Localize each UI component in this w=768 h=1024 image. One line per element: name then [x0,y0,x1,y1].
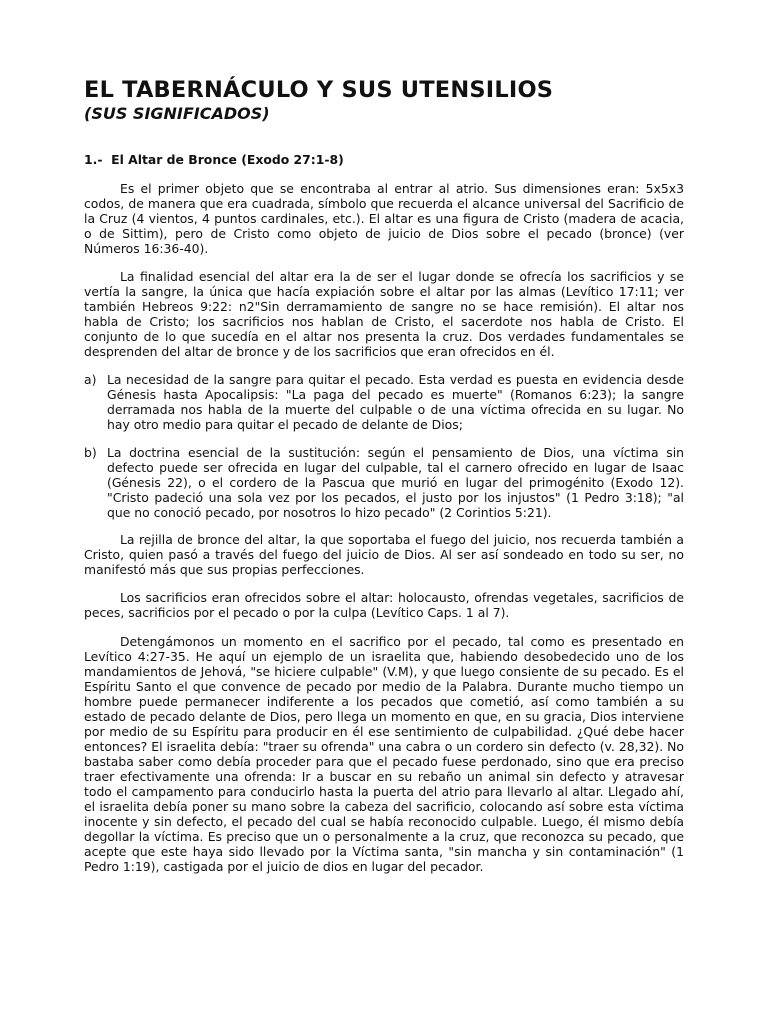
section-heading: 1.- El Altar de Bronce (Exodo 27:1-8) [84,152,344,167]
document-subtitle: (SUS SIGNIFICADOS) [84,104,270,123]
list-marker-a: a) [84,372,97,387]
list-text-a: La necesidad de la sangre para quitar el pecado. Esta verdad es puesta en evidencia desde Génesis hasta Apocalipsis: "La paga del pecado es muerte" (Romanos 6:23); la sangre derramada nos habla de la muerte del culpable o de una víctima ofrecida en su lugar. No hay otro medio para quitar el pecado de delante de Dios; [107,372,684,432]
paragraph-4: Los sacrificios eran ofrecidos sobre el altar: holocausto, ofrendas vegetales, sacrificios de peces, sacrificios por el pecado o por la culpa (Levítico Caps. 1 al 7). [84,590,684,620]
list-item-b [84,445,684,520]
paragraph-2: La finalidad esencial del altar era la de ser el lugar donde se ofrecía los sacrificios y se vertía la sangre, la única que hacía expiación sobre el altar por las almas (Levítico 17:11; ver también Hebreos 9:22: n2"Sin derramamiento de sangre no se hace remisión). El altar nos habla de Cristo; los sacrificios nos hablan de Cristo, el sacerdote nos habla de Cristo. El conjunto de lo que sucedía en el altar nos presenta la cruz. Dos verdades fundamentales se desprenden del altar de bronce y de los sacrificios que eran ofrecidos en él. [84,269,684,359]
paragraph-1: Es el primer objeto que se encontraba al entrar al atrio. Sus dimensiones eran: 5x5x3 codos, de manera que era cuadrada, símbolo que recuerda el alcance universal del Sacrificio de la Cruz (4 vientos, 4 puntos cardinales, etc.). El altar es una figura de Cristo (madera de acacia, o de Sittim), pero de Cristo como objeto de juicio de Dios sobre el pecado (bronce) (ver Números 16:36-40). [84,181,684,256]
list-marker-b: b) [84,445,97,460]
paragraph-3: La rejilla de bronce del altar, la que soportaba el fuego del juicio, nos recuerda también a Cristo, quien pasó a través del fuego del juicio de Dios. Al ser así sondeado en todo su ser, no manifestó más que sus propias perfecciones. [84,532,684,577]
paragraph-5: Detengámonos un momento en el sacrifico por el pecado, tal como es presentado en Levítico 4:27-35. He aquí un ejemplo de un israelita que, habiendo desobedecido uno de los mandamientos de Jehová, "se hiciere culpable" (V.M), y que luego consiente de su pecado. Es el Espíritu Santo el que convence de pecado por medio de la Palabra. Durante mucho tiempo un hombre puede permanecer indiferente a los pecados que cometió, así como también a su estado de pecado delante de Dios, pero llega un momento en que, en su gracia, Dios interviene por medio de su Espíritu para producir en él ese sentimiento de culpabilidad. ¿Qué debe hacer entonces? El israelita debía: "traer su ofrenda" una cabra o un cordero sin defecto (v. 28,32). No bastaba saber como debía proceder para que el pecado fuese perdonado, sino que era preciso traer efectivamente una ofrenda: Ir a buscar en su rebaño un animal sin defecto y atravesar todo el campamento para conducirlo hasta la puerta del atrio para llevarlo al altar. Llegado ahí, el israelita debía poner su mano sobre la cabeza del sacrificio, colocando así sobre esta víctima inocente y sin defecto, el pecado del cual se había reconocido culpable. Luego, él mismo debía degollar la víctima. Es preciso que un o personalmente a la cruz, que reconozca su pecado, que acepte que este haya sido llevado por la Víctima santa, "sin mancha y sin contaminación" (1 Pedro 1:19), castigada por el juicio de dios en lugar del pecador. [84,634,684,874]
list-text-b: La doctrina esencial de la sustitución: según el pensamiento de Dios, una víctima sin defecto puede ser ofrecida en lugar del culpable, tal el carnero ofrecido en lugar de Isaac (Génesis 22), o el cordero de la Pascua que murió en lugar del primogénito (Exodo 12). "Cristo padeció una sola vez por los pecados, el justo por los injustos" (1 Pedro 3:18); "al que no conoció pecado, por nosotros lo hizo pecado" (2 Corintios 5:21). [107,445,684,520]
list-item-a [84,372,684,432]
document-title: EL TABERNÁCULO Y SUS UTENSILIOS [84,77,554,103]
